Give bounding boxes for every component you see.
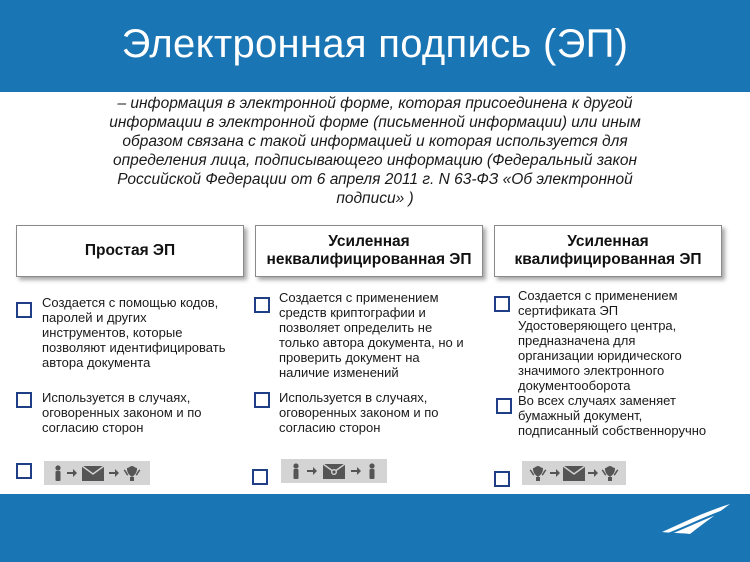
qualified-usage-text xyxy=(518,393,738,438)
text-line: Создается с применением xyxy=(279,290,439,305)
definition-line: – информация в электронной форме, которая присоединена к другой xyxy=(117,95,633,112)
unqualified-creation-text xyxy=(279,290,489,380)
unqualified-flow-diagram xyxy=(281,459,387,483)
unqualified-usage-text xyxy=(279,390,489,435)
text-line: предназначена для xyxy=(518,333,636,348)
column-header-unqualified xyxy=(255,225,483,277)
simple-creation-text xyxy=(42,295,247,370)
text-line: Создается с помощью кодов, xyxy=(42,295,219,310)
arrow-right-icon xyxy=(351,467,361,475)
text-line: средств криптографии и xyxy=(279,305,426,320)
text-line: инструментов, которые xyxy=(42,325,183,340)
footer-banner xyxy=(0,494,750,562)
emblem-icon xyxy=(601,464,619,482)
text-line: Используется в случаях, xyxy=(279,390,428,405)
simple-usage-text xyxy=(42,390,247,435)
text-line: сертификата ЭП xyxy=(518,303,619,318)
text-line: наличие изменений xyxy=(279,365,399,380)
checkbox-simple-flow[interactable] xyxy=(16,463,32,479)
person-icon xyxy=(367,463,377,479)
text-line: позволяет определить не xyxy=(279,320,433,335)
text-line: проверить документ на xyxy=(279,350,420,365)
checkbox-simple-usage[interactable] xyxy=(16,392,32,408)
arrow-right-icon xyxy=(588,469,598,477)
checkbox-simple-creation[interactable] xyxy=(16,302,32,318)
qualified-flow-diagram xyxy=(522,461,626,485)
text-line: паролей и других xyxy=(42,310,147,325)
definition-line: образом связана с такой информацией и которая используется для xyxy=(122,133,628,150)
text-line: организации юридического xyxy=(518,348,682,363)
column-header-line: Усиленная xyxy=(567,233,649,250)
text-line: бумажный документ, xyxy=(518,408,643,423)
definition-line: подписи» ) xyxy=(336,190,414,207)
column-header-line: Усиленная xyxy=(328,233,410,250)
checkbox-unqualified-flow[interactable] xyxy=(252,469,268,485)
checkbox-qualified-flow[interactable] xyxy=(494,471,510,487)
header-banner xyxy=(0,0,750,92)
column-header-line: неквалифицированная ЭП xyxy=(266,251,472,268)
envelope-icon xyxy=(563,466,585,481)
text-line: согласию сторон xyxy=(42,420,144,435)
arrow-right-icon xyxy=(109,469,119,477)
checkbox-unqualified-creation[interactable] xyxy=(254,297,270,313)
column-header-simple xyxy=(16,225,244,277)
definition-line: определения лица, подписывающего информацию (Федеральный закон xyxy=(113,152,637,169)
person-icon xyxy=(53,465,63,481)
text-line: автора документа xyxy=(42,355,151,370)
text-line: оговоренных законом и по xyxy=(279,405,439,420)
sealed-envelope-icon xyxy=(323,464,345,479)
text-line: Во всех случаях заменяет xyxy=(518,393,676,408)
text-line: значимого электронного xyxy=(518,363,665,378)
simple-flow-diagram xyxy=(44,461,150,485)
definition-line: информации в электронной форме (письменной информации) или иным xyxy=(109,114,641,131)
column-header-line: Простая ЭП xyxy=(84,242,176,259)
text-line: оговоренных законом и по xyxy=(42,405,202,420)
checkbox-unqualified-usage[interactable] xyxy=(254,392,270,408)
person-icon xyxy=(291,463,301,479)
page-title: Электронная подпись (ЭП) xyxy=(121,22,629,66)
column-header-qualified xyxy=(494,225,722,277)
qualified-creation-text xyxy=(518,288,738,393)
arrow-right-icon xyxy=(67,469,77,477)
definition-line: Российской Федерации от 6 апреля 2011 г. N 63-ФЗ «Об электронной xyxy=(117,171,633,188)
emblem-icon xyxy=(529,464,547,482)
arrow-right-icon xyxy=(550,469,560,477)
definition-text xyxy=(75,94,675,208)
arrow-right-icon xyxy=(307,467,317,475)
text-line: только автора документа, но и xyxy=(279,335,464,350)
emblem-icon xyxy=(123,464,141,482)
text-line: подписанный собственноручно xyxy=(518,423,707,438)
text-line: согласию сторон xyxy=(279,420,381,435)
envelope-icon xyxy=(82,466,104,481)
column-header-line: квалифицированная ЭП xyxy=(514,251,702,268)
text-line: позволяют идентифицировать xyxy=(42,340,226,355)
checkbox-qualified-usage[interactable] xyxy=(496,398,512,414)
swoosh-logo-icon xyxy=(660,502,732,536)
text-line: документооборота xyxy=(518,378,631,393)
checkbox-qualified-creation[interactable] xyxy=(494,296,510,312)
text-line: Используется в случаях, xyxy=(42,390,191,405)
text-line: Удостоверяющего центра, xyxy=(518,318,677,333)
text-line: Создается с применением xyxy=(518,288,678,303)
